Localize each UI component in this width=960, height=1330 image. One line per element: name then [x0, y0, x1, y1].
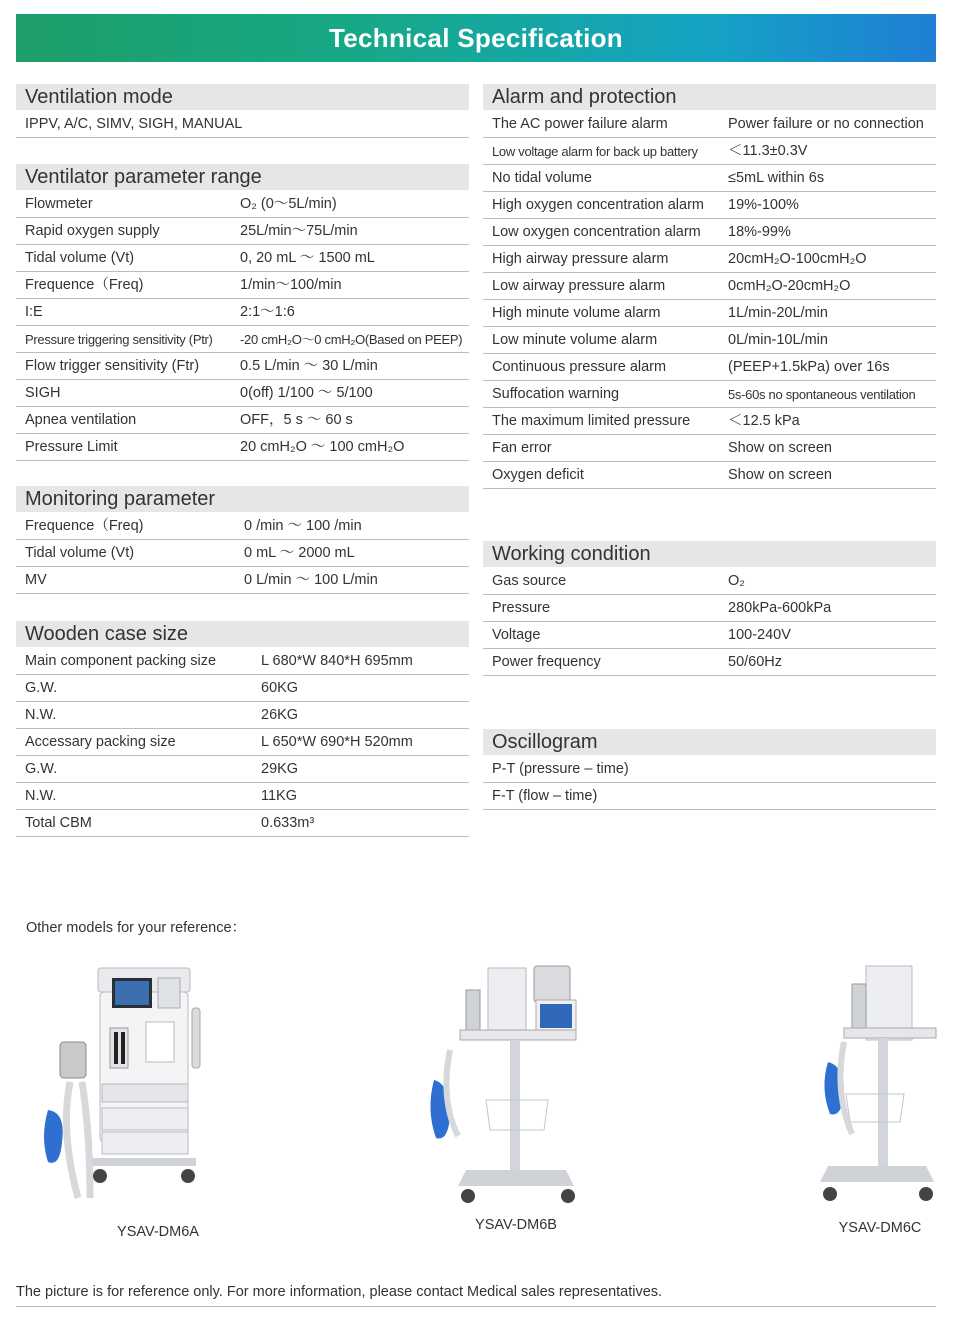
spec-key: Main component packing size — [25, 653, 217, 669]
spec-row — [483, 300, 936, 327]
spec-value: O₂ — [728, 573, 745, 589]
spec-row — [16, 353, 469, 380]
spec-value: 29KG — [261, 761, 299, 777]
spec-key: Frequence（Freq) — [25, 277, 144, 293]
spec-row — [483, 756, 936, 783]
model-name: YSAV-DM6A — [117, 1224, 199, 1240]
spec-key: Low minute volume alarm — [492, 332, 658, 348]
spec-row — [483, 165, 936, 192]
spec-row — [16, 299, 469, 326]
spec-row — [16, 218, 469, 245]
spec-key: Continuous pressure alarm — [492, 359, 667, 375]
spec-value: IPPV, A/C, SIMV, SIGH, MANUAL — [25, 116, 243, 132]
spec-row — [16, 567, 469, 594]
spec-value: 5s-60s no spontaneous ventilation — [728, 387, 916, 402]
spec-value: 0 L/min ～ 100 L/min — [244, 572, 378, 588]
spec-key: Fan error — [492, 440, 552, 456]
spec-row — [483, 246, 936, 273]
spec-value: Power failure or no connection — [728, 116, 924, 132]
spec-value: 11KG — [261, 788, 298, 804]
spec-row — [483, 273, 936, 300]
spec-row — [483, 622, 936, 649]
spec-row — [16, 245, 469, 272]
spec-value: O₂ (0～5L/min) — [240, 196, 337, 212]
spec-value: ≤5mL within 6s — [728, 170, 825, 186]
spec-key: F-T (flow – time) — [492, 788, 598, 804]
spec-row — [16, 648, 469, 675]
section-heading: Monitoring parameter — [16, 486, 469, 512]
spec-row — [483, 354, 936, 381]
spec-value: 0.633m³ — [261, 815, 315, 831]
spec-value: Show on screen — [728, 467, 832, 483]
spec-row — [16, 810, 469, 837]
spec-key: Accessary packing size — [25, 734, 176, 750]
spec-row — [483, 568, 936, 595]
spec-row — [16, 729, 469, 756]
spec-value: 1L/min-20L/min — [728, 305, 828, 321]
spec-value: (PEEP+1.5kPa) over 16s — [728, 359, 890, 375]
ventilation-mode-section — [16, 84, 469, 138]
spec-key: Gas source — [492, 573, 567, 589]
spec-row — [483, 462, 936, 489]
model-dm6b-image — [426, 960, 586, 1225]
spec-row — [483, 138, 936, 165]
spec-value: 18%-99% — [728, 224, 791, 240]
model-name: YSAV-DM6B — [475, 1217, 557, 1233]
spec-key: High airway pressure alarm — [492, 251, 669, 267]
spec-value: Show on screen — [728, 440, 832, 456]
spec-key: The AC power failure alarm — [492, 116, 668, 132]
spec-key: Flow trigger sensitivity (Ftr) — [25, 358, 200, 374]
spec-value: 20cmH₂O-100cmH₂O — [728, 251, 867, 267]
spec-row — [16, 675, 469, 702]
spec-key: Low oxygen concentration alarm — [492, 224, 701, 240]
spec-value: 0, 20 mL ～ 1500 mL — [240, 250, 375, 266]
anesthesia-machine-icon — [800, 962, 940, 1218]
spec-row — [16, 434, 469, 461]
page-title: Technical Specification — [16, 14, 936, 62]
model-dm6a-image — [30, 962, 220, 1217]
footer-note: The picture is for reference only. For more information, please contact Medical sales representatives. — [16, 1282, 936, 1307]
spec-value: L 650*W 690*H 520mm — [261, 734, 413, 750]
spec-row — [16, 111, 469, 138]
spec-value: 0cmH₂O-20cmH₂O — [728, 278, 851, 294]
spec-value: 0L/min-10L/min — [728, 332, 828, 348]
spec-value: 50/60Hz — [728, 654, 783, 670]
model-name: YSAV-DM6C — [838, 1220, 922, 1236]
spec-value: 2:1～1:6 — [240, 304, 295, 320]
spec-key: Frequence（Freq) — [25, 518, 144, 534]
spec-value: 19%-100% — [728, 197, 799, 213]
spec-key: Pressure triggering sensitivity (Ptr) — [25, 332, 213, 347]
other-models-label: Other models for your reference： — [26, 920, 247, 936]
spec-row — [16, 540, 469, 567]
spec-value: 20 cmH₂O ～ 100 cmH₂O — [240, 439, 405, 455]
spec-key: Pressure — [492, 600, 551, 616]
spec-row — [16, 326, 469, 353]
spec-row — [483, 192, 936, 219]
spec-key: Voltage — [492, 627, 541, 643]
spec-value: 60KG — [261, 680, 299, 696]
section-heading: Ventilation mode — [16, 84, 469, 110]
spec-key: High oxygen concentration alarm — [492, 197, 704, 213]
spec-row — [16, 272, 469, 299]
spec-value: 0 mL ～ 2000 mL — [244, 545, 355, 561]
spec-row — [16, 380, 469, 407]
spec-row — [16, 756, 469, 783]
spec-key: The maximum limited pressure — [492, 413, 691, 429]
spec-row — [483, 783, 936, 810]
wooden-case-section — [16, 621, 469, 837]
spec-key: Tidal volume (Vt) — [25, 545, 135, 561]
section-heading: Oscillogram — [483, 729, 936, 755]
spec-row — [16, 191, 469, 218]
spec-value: ＜11.3±0.3V — [728, 143, 808, 159]
spec-key: Flowmeter — [25, 196, 93, 212]
spec-key: Oxygen deficit — [492, 467, 584, 483]
anesthesia-machine-icon — [30, 962, 220, 1212]
section-heading: Wooden case size — [16, 621, 469, 647]
spec-row — [483, 381, 936, 408]
spec-key: Pressure Limit — [25, 439, 118, 455]
section-heading: Ventilator parameter range — [16, 164, 469, 190]
spec-value: 26KG — [261, 707, 299, 723]
spec-key: G.W. — [25, 680, 58, 696]
spec-value: ＜12.5 kPa — [728, 413, 800, 429]
alarm-section — [483, 84, 936, 489]
model-dm6c-image — [800, 962, 940, 1223]
spec-value: 100-240V — [728, 627, 791, 643]
spec-value: 25L/min～75L/min — [240, 223, 358, 239]
spec-row — [16, 513, 469, 540]
spec-row — [483, 649, 936, 676]
section-heading: Alarm and protection — [483, 84, 936, 110]
spec-value: 1/min～100/min — [240, 277, 342, 293]
spec-row — [483, 435, 936, 462]
spec-row — [483, 595, 936, 622]
section-heading: Working condition — [483, 541, 936, 567]
spec-key: MV — [25, 572, 47, 588]
spec-value: OFF，5 s ～ 60 s — [240, 412, 353, 428]
spec-key: Apnea ventilation — [25, 412, 137, 428]
spec-row — [483, 219, 936, 246]
oscillogram-section — [483, 729, 936, 810]
spec-row — [483, 408, 936, 435]
spec-key: P-T (pressure – time) — [492, 761, 629, 777]
spec-value: 0.5 L/min ～ 30 L/min — [240, 358, 378, 374]
spec-row — [16, 407, 469, 434]
spec-key: Rapid oxygen supply — [25, 223, 160, 239]
spec-row — [16, 783, 469, 810]
spec-key: G.W. — [25, 761, 58, 777]
spec-key: SIGH — [25, 385, 61, 401]
working-condition-section — [483, 541, 936, 676]
spec-key: No tidal volume — [492, 170, 592, 186]
spec-row — [16, 702, 469, 729]
spec-key: High minute volume alarm — [492, 305, 661, 321]
spec-key: N.W. — [25, 788, 57, 804]
spec-key: Low voltage alarm for back up battery — [492, 144, 698, 159]
anesthesia-machine-icon — [426, 960, 586, 1220]
spec-value: 280kPa-600kPa — [728, 600, 832, 616]
spec-key: Low airway pressure alarm — [492, 278, 666, 294]
spec-row — [483, 327, 936, 354]
spec-key: N.W. — [25, 707, 57, 723]
spec-value: -20 cmH₂O～0 cmH₂O(Based on PEEP) — [240, 332, 463, 347]
spec-key: Suffocation warning — [492, 386, 620, 402]
spec-row — [483, 111, 936, 138]
spec-value: L 680*W 840*H 695mm — [261, 653, 413, 669]
spec-key: Total CBM — [25, 815, 92, 831]
ventilator-range-section — [16, 164, 469, 461]
monitoring-section — [16, 486, 469, 594]
spec-key: Tidal volume (Vt) — [25, 250, 135, 266]
spec-value: 0 /min ～ 100 /min — [244, 518, 362, 534]
spec-key: I:E — [25, 304, 43, 320]
spec-key: Power frequency — [492, 654, 601, 670]
spec-value: 0(off) 1/100 ～ 5/100 — [240, 385, 373, 401]
